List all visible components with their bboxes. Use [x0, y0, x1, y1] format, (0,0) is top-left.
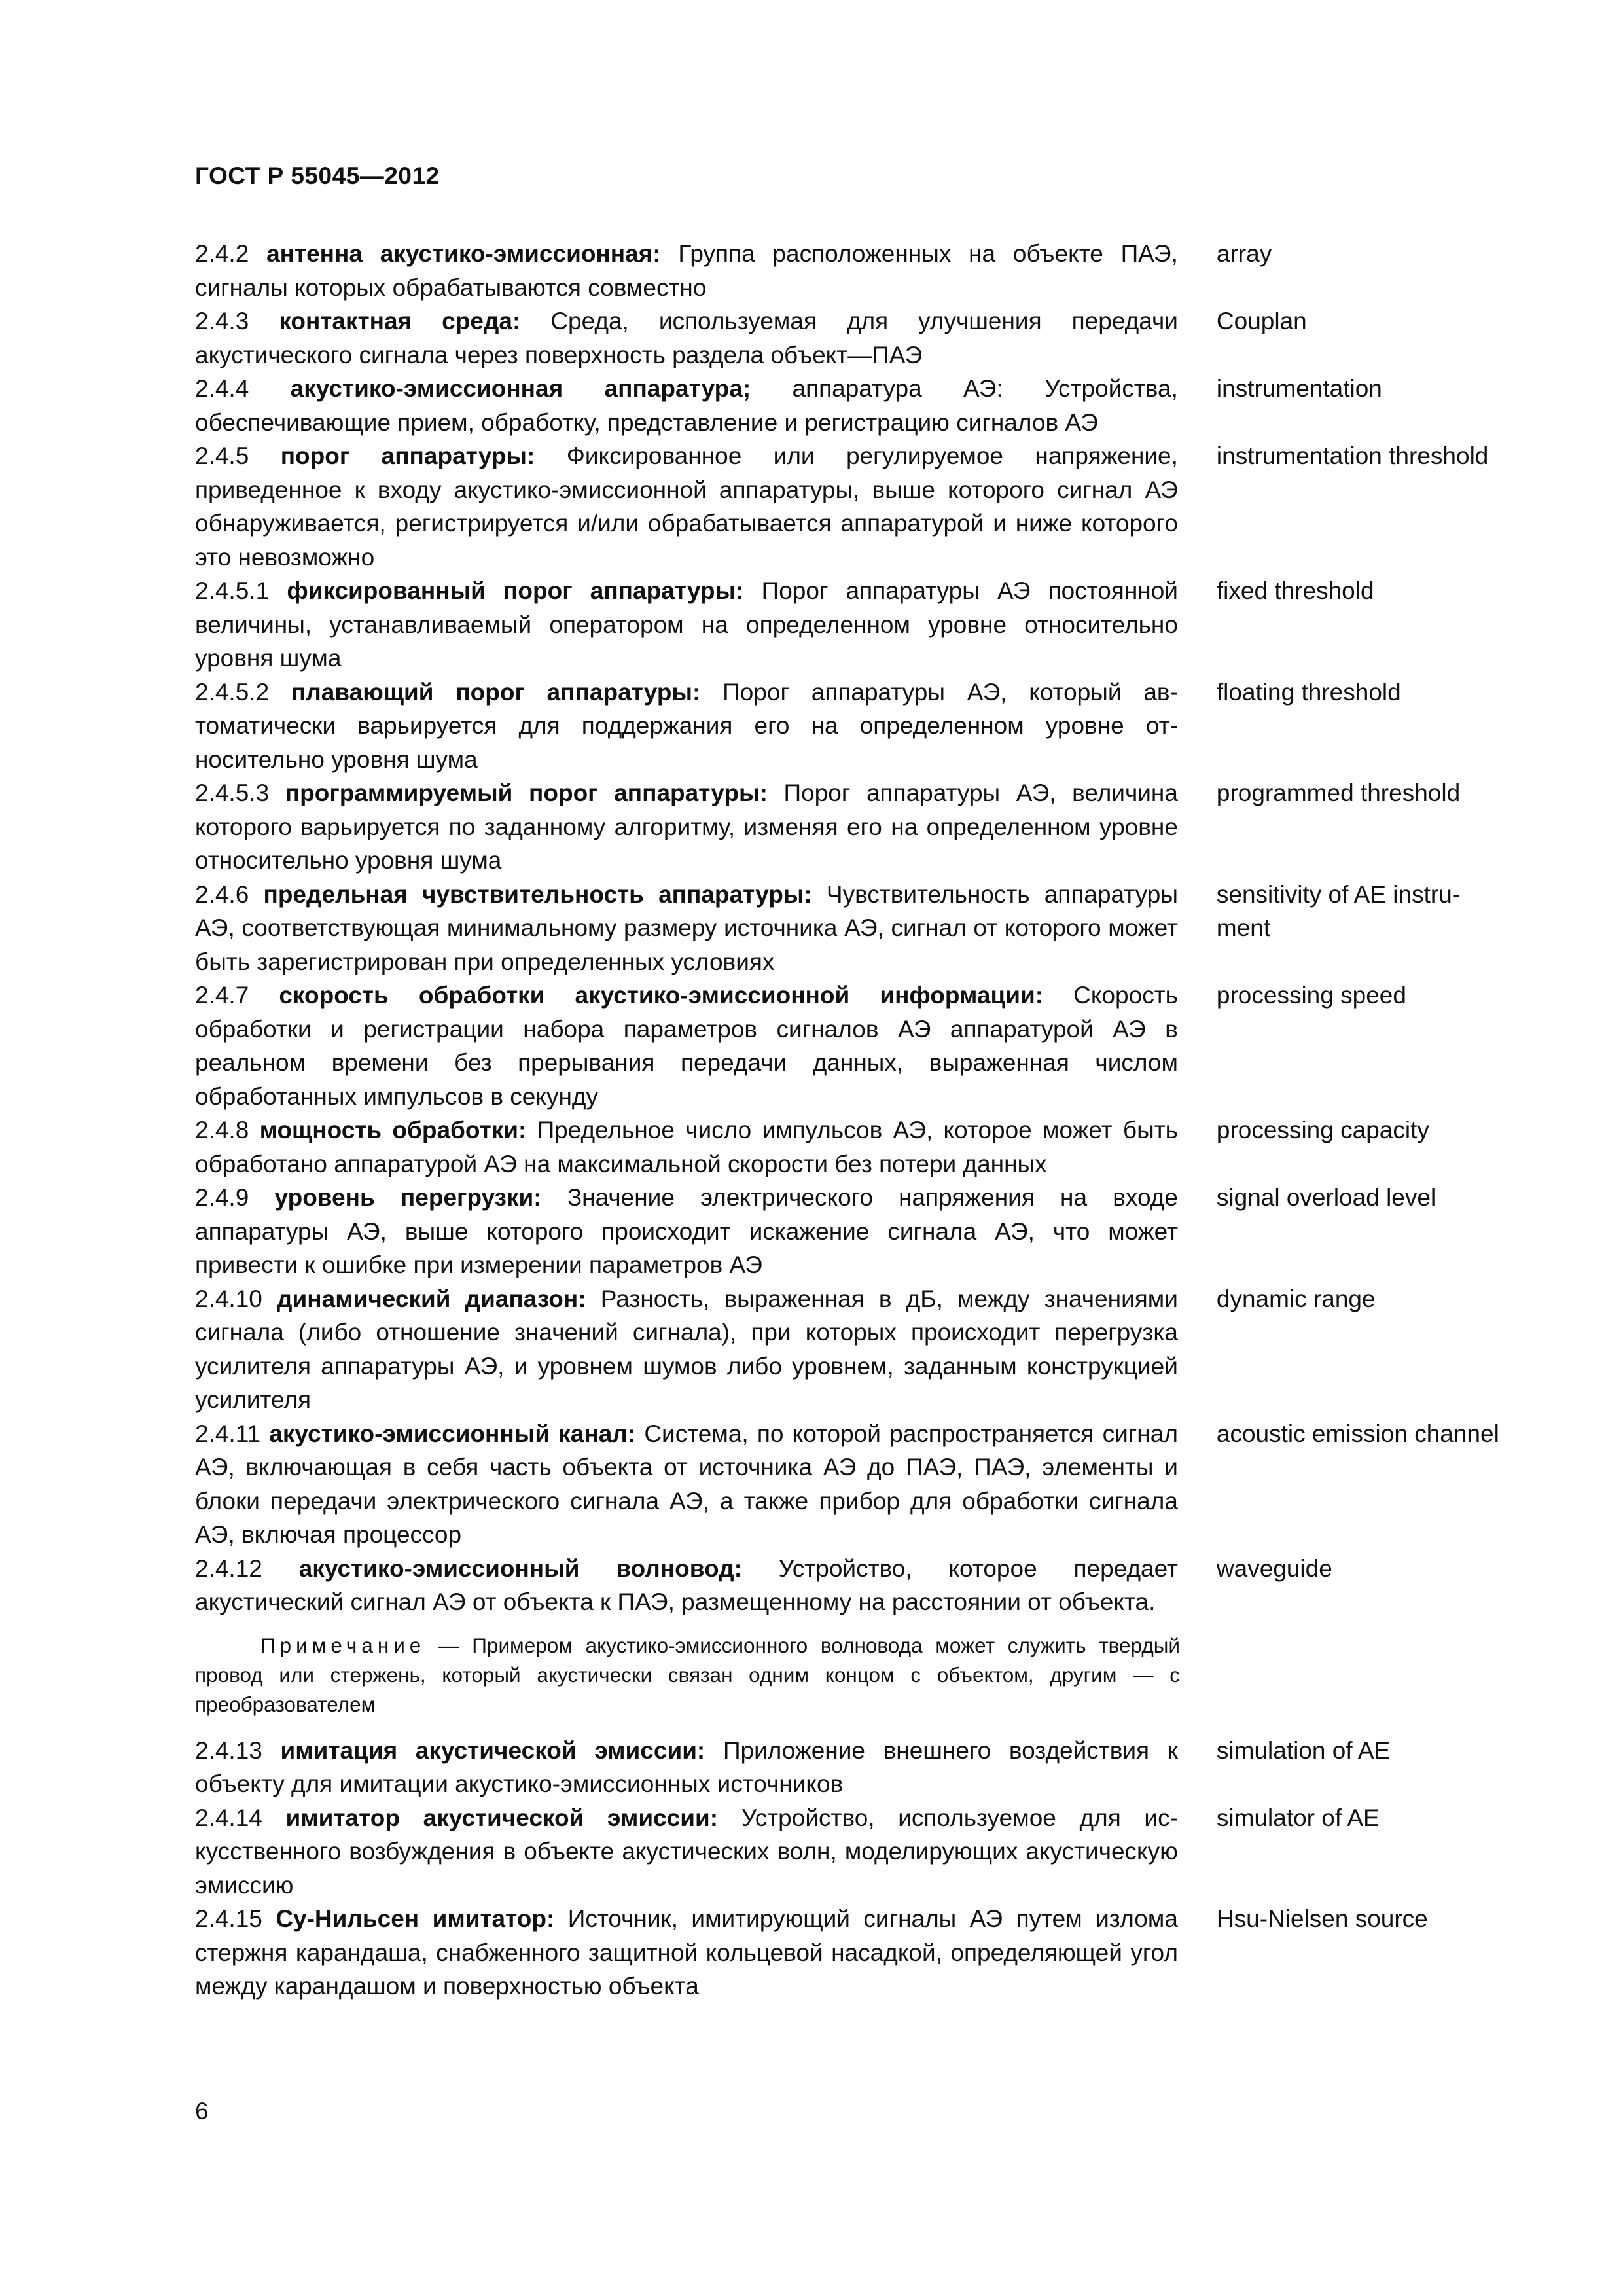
term-english: Couplan [1216, 308, 1307, 334]
term-text: Чувствительность аппаратуры АЭ, соответствующая минимальному размеру источника АЭ, сигнал от которого может быть зарегистрирован при определенных условиях [195, 880, 1178, 975]
term-number: 2.4.4 [195, 375, 249, 402]
page-number: 6 [195, 2098, 209, 2125]
term-definition [195, 1734, 1178, 1801]
term-name: предельная чувствительность аппаратуры: [263, 880, 812, 908]
term-definition [195, 1113, 1178, 1181]
term-definition [195, 574, 1178, 675]
term-name: имитация акустической эмиссии: [280, 1736, 705, 1764]
term-name: порог аппаратуры: [280, 442, 535, 469]
term-text: Порог аппаратуры АЭ, величина которого варьируется по заданному алгоритму, изменяя его на определенном уровне относительно уровня шума [195, 780, 1178, 874]
term-definition [195, 1902, 1178, 2003]
term-entry [195, 978, 1504, 1113]
term-english: floating threshold [1216, 678, 1401, 706]
term-name: уровень перегрузки: [274, 1184, 542, 1211]
term-number: 2.4.3 [195, 308, 249, 334]
term-name: динамический диапазон: [277, 1285, 586, 1312]
term-definition [195, 675, 1178, 777]
term-number: 2.4.11 [195, 1420, 261, 1447]
term-english: simulator of AE [1216, 1804, 1380, 1831]
term-entry [195, 675, 1504, 777]
term-english: array [1216, 240, 1272, 267]
term-english: acoustic emission channel [1216, 1420, 1499, 1447]
term-text: Предельное число импульсов АЭ, которое может быть обработано аппаратурой АЭ на максимальной скорости без потери данных [195, 1117, 1178, 1177]
term-entry [195, 878, 1504, 979]
term-entry [195, 1552, 1504, 1619]
note-label: Примечание [260, 1633, 426, 1657]
term-number: 2.4.13 [195, 1736, 262, 1764]
term-definition [195, 304, 1178, 372]
term-name: плавающий порог аппаратуры: [291, 678, 701, 706]
term-number: 2.4.2 [195, 240, 249, 267]
term-definition [195, 1417, 1178, 1552]
term-entry [195, 1417, 1504, 1552]
term-number: 2.4.15 [195, 1905, 262, 1932]
term-english: signal overload level [1216, 1184, 1436, 1211]
term-number: 2.4.7 [195, 982, 249, 1009]
term-name: мощность обработки: [259, 1117, 527, 1143]
term-number: 2.4.12 [195, 1554, 262, 1582]
term-number: 2.4.9 [195, 1184, 249, 1211]
term-text: Порог аппаратуры АЭ, который автоматически варьируется для поддержания его на определенном уровне относительно уровня шума [195, 678, 1178, 773]
term-entry [195, 1181, 1504, 1282]
term-english: fixed threshold [1216, 577, 1374, 604]
term-name: скорость обработки акустико-эмиссионной информации: [279, 982, 1044, 1009]
term-english: dynamic range [1216, 1285, 1376, 1312]
term-definition [195, 1181, 1178, 1282]
term-name: акустико-эмиссионный волновод: [298, 1554, 742, 1582]
term-entry [195, 1902, 1504, 2003]
term-english: processing speed [1216, 982, 1406, 1009]
term-name: акустико-эмиссионный канал: [269, 1420, 636, 1447]
term-name: фиксированный порог аппаратуры: [287, 577, 744, 604]
term-name: контактная среда: [279, 308, 521, 334]
term-name: Су-Нильсен имитатор: [276, 1905, 555, 1932]
term-number: 2.4.5.3 [195, 780, 270, 806]
term-text: Система, по которой распространяется сигнал АЭ, включающая в себя часть объекта от источника АЭ до ПАЭ, ПАЭ, элементы и блоки передачи электрического сигнала АЭ, а также прибор для обработки сигнала АЭ, включая процессор [195, 1420, 1178, 1548]
term-english: Hsu-Nielsen source [1216, 1905, 1428, 1932]
term-entry [195, 372, 1504, 439]
term-entry [195, 574, 1504, 675]
term-text: Среда, используемая для улучшения передачи акустического сигнала через поверхность раздела объект—ПАЭ [195, 308, 1178, 368]
term-english: sensitivity of AE instrument [1216, 880, 1461, 941]
term-entry [195, 776, 1504, 878]
term-number: 2.4.5 [195, 442, 249, 469]
term-definition [195, 1801, 1178, 1903]
term-entry [195, 439, 1504, 574]
term-definition [195, 978, 1178, 1113]
term-definition [195, 372, 1178, 439]
term-text: Порог аппаратуры АЭ постоянной величины, устанавливаемый оператором на определенном уровне относительно уровня шума [195, 577, 1178, 672]
term-entry [195, 1113, 1504, 1181]
term-name: программируемый порог аппаратуры: [285, 780, 768, 806]
term-text: аппаратура АЭ: Устройства, обеспечивающие прием, обработку, представление и регистрацию сигналов АЭ [195, 375, 1178, 436]
term-entry [195, 1282, 1504, 1417]
term-definition [195, 1282, 1178, 1417]
term-text: Фиксированное или регулируемое напряжение, приведенное к входу акустико-эмиссионной аппаратуры, выше которого сигнал АЭ обнаруживается, регистрируется и/или обрабатывается аппаратурой и ниже которого это невозможно [195, 442, 1178, 571]
term-text: Разность, выраженная в дБ, между значениями сигнала (либо отношение значений сигнала), при которых происходит перегрузка усилителя аппаратуры АЭ, и уровнем шумов либо уровнем, заданным конструкцией усилителя [195, 1285, 1178, 1413]
page-header: ГОСТ Р 55045—2012 [195, 162, 440, 189]
note-text: — Примером акустико-эмиссионного волновода может служить твердый провод или стержень, который акустически связан одним концом с объектом, другим — с преобразователем [195, 1633, 1180, 1716]
term-definition [195, 1552, 1178, 1619]
term-text: Группа расположенных на объекте ПАЭ, сигналы которых обрабатываются совместно [195, 240, 1178, 301]
term-definition [195, 776, 1178, 878]
term-english: programmed threshold [1216, 780, 1461, 806]
terms-list [195, 237, 1504, 2003]
term-entry [195, 1801, 1504, 1903]
term-name: имитатор акустической эмиссии: [285, 1804, 719, 1831]
term-entry [195, 237, 1504, 304]
term-number: 2.4.8 [195, 1117, 249, 1143]
term-english: simulation of AE [1216, 1736, 1391, 1764]
term-entry [195, 1734, 1504, 1801]
term-english: instrumentation [1216, 375, 1382, 402]
note [195, 1631, 1180, 1719]
term-name: антенна акустико-эмиссионная: [266, 240, 661, 267]
term-text: Устройство, используемое для искусственного возбуждения в объекте акустических волн, моделирующих акустическую эмиссию [195, 1804, 1178, 1899]
term-definition [195, 439, 1178, 574]
term-english: instrumentation threshold [1216, 442, 1489, 469]
term-number: 2.4.14 [195, 1804, 262, 1831]
term-entry [195, 304, 1504, 372]
term-text: Источник, имитирующий сигналы АЭ путем излома стержня карандаша, снабженного защитной кольцевой насадкой, определяющей угол между карандашом и поверхностью объекта [195, 1905, 1178, 2000]
term-english: processing capacity [1216, 1117, 1429, 1143]
term-text: Приложение внешнего воздействия к объекту для имитации акустико-эмиссионных источников [195, 1736, 1178, 1797]
term-name: акустико-эмиссионная аппаратура; [290, 375, 751, 402]
term-text: Устройство, которое передает акустический сигнал АЭ от объекта к ПАЭ, размещенному на расстоянии от объекта. [195, 1554, 1178, 1615]
term-number: 2.4.6 [195, 880, 249, 908]
term-number: 2.4.10 [195, 1285, 262, 1312]
term-text: Значение электрического напряжения на входе аппаратуры АЭ, выше которого происходит искажение сигнала АЭ, что может привести к ошибке при измерении параметров АЭ [195, 1184, 1178, 1278]
term-number: 2.4.5.1 [195, 577, 270, 604]
term-text: Скорость обработки и регистрации набора параметров сигналов АЭ аппаратурой АЭ в реальном времени без прерывания передачи данных, выраженная числом обработанных импульсов в секунду [195, 982, 1178, 1110]
term-definition [195, 237, 1178, 304]
term-number: 2.4.5.2 [195, 678, 270, 706]
term-definition [195, 878, 1178, 979]
term-english: waveguide [1216, 1554, 1332, 1582]
